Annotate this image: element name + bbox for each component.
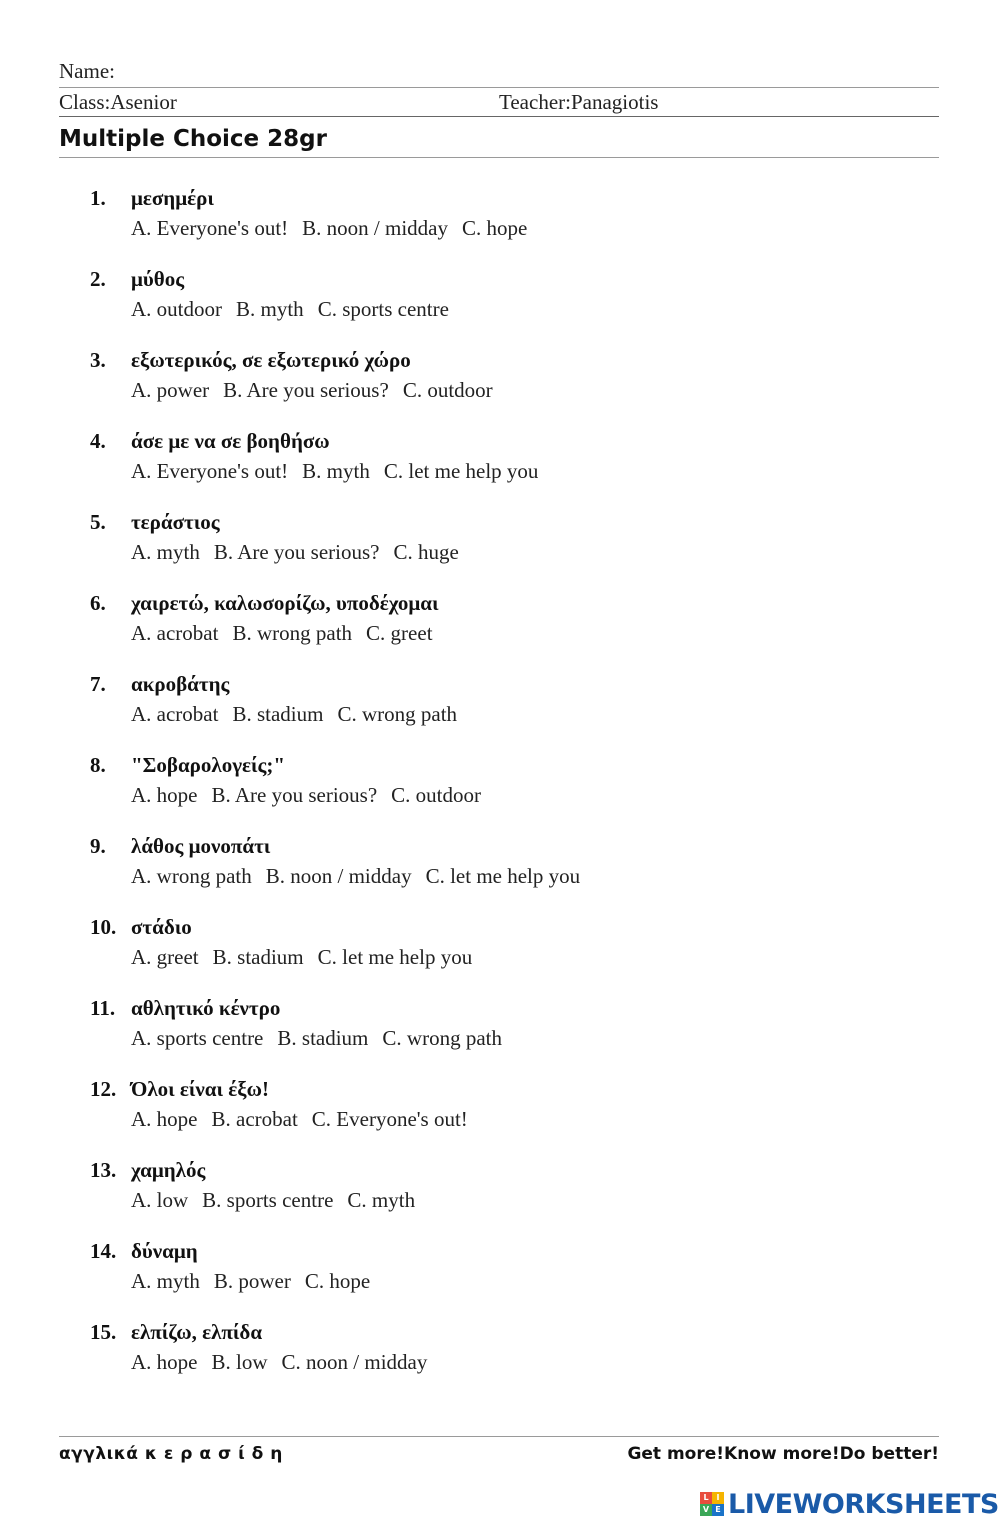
answer-options bbox=[131, 619, 447, 647]
answer-options bbox=[131, 376, 507, 404]
answer-option[interactable]: C. hope bbox=[462, 216, 528, 240]
question-item bbox=[0, 832, 1000, 913]
answer-option[interactable]: A. myth bbox=[131, 540, 200, 564]
question-prompt: μεσημέρι bbox=[131, 186, 214, 210]
question-item bbox=[0, 751, 1000, 832]
question-number: 2. bbox=[90, 267, 106, 291]
answer-option[interactable]: C. wrong path bbox=[382, 1026, 502, 1050]
answer-option[interactable]: A. myth bbox=[131, 1269, 200, 1293]
question-prompt: τεράστιος bbox=[131, 510, 220, 534]
question-prompt: δύναμη bbox=[131, 1239, 198, 1263]
question-item bbox=[0, 184, 1000, 265]
answer-option[interactable]: A. hope bbox=[131, 1107, 198, 1131]
question-prompt: εξωτερικός, σε εξωτερικό χώρο bbox=[131, 348, 411, 372]
answer-option[interactable]: B. Are you serious? bbox=[211, 783, 378, 807]
question-number: 9. bbox=[90, 834, 106, 858]
question-item bbox=[0, 994, 1000, 1075]
question-number: 14. bbox=[90, 1239, 117, 1263]
answer-option[interactable]: B. acrobat bbox=[211, 1107, 298, 1131]
footer-slogan: Get more!Know more!Do better! bbox=[627, 1444, 939, 1464]
answer-option[interactable]: C. noon / midday bbox=[281, 1350, 428, 1374]
answer-option[interactable]: B. myth bbox=[236, 297, 304, 321]
answer-option[interactable]: C. sports centre bbox=[317, 297, 449, 321]
logo-tile: V bbox=[700, 1504, 712, 1516]
answer-option[interactable]: A. hope bbox=[131, 783, 198, 807]
question-prompt: στάδιο bbox=[131, 915, 192, 939]
question-prompt: αθλητικό κέντρο bbox=[131, 996, 281, 1020]
answer-option[interactable]: B. stadium bbox=[232, 702, 324, 726]
answer-option[interactable]: B. myth bbox=[302, 459, 370, 483]
question-number: 13. bbox=[90, 1158, 117, 1182]
answer-option[interactable]: B. low bbox=[211, 1350, 268, 1374]
answer-option[interactable]: A. greet bbox=[131, 945, 199, 969]
answer-options bbox=[131, 214, 541, 242]
liveworksheets-logo-icon bbox=[700, 1492, 724, 1516]
answer-option[interactable]: B. power bbox=[213, 1269, 291, 1293]
question-number: 6. bbox=[90, 591, 106, 615]
logo-tile: E bbox=[712, 1504, 724, 1516]
answer-option[interactable]: B. wrong path bbox=[232, 621, 353, 645]
answer-option[interactable]: A. acrobat bbox=[131, 702, 219, 726]
answer-option[interactable]: C. let me help you bbox=[383, 459, 539, 483]
question-item bbox=[0, 1075, 1000, 1156]
question-item bbox=[0, 1156, 1000, 1237]
question-prompt: Όλοι είναι έξω! bbox=[131, 1077, 269, 1101]
question-number: 3. bbox=[90, 348, 106, 372]
class-label: Class:Asenior bbox=[59, 90, 177, 114]
question-number: 5. bbox=[90, 510, 106, 534]
question-number: 10. bbox=[90, 915, 117, 939]
name-field-row bbox=[59, 58, 939, 88]
footer bbox=[59, 1436, 939, 1471]
question-number: 4. bbox=[90, 429, 106, 453]
answer-option[interactable]: C. greet bbox=[366, 621, 433, 645]
question-item bbox=[0, 913, 1000, 994]
footer-author: αγγλικά κ ε ρ α σ ί δ η bbox=[59, 1444, 283, 1464]
question-number: 7. bbox=[90, 672, 106, 696]
answer-option[interactable]: A. Everyone's out! bbox=[131, 459, 289, 483]
answer-options bbox=[131, 538, 473, 566]
question-item bbox=[0, 427, 1000, 508]
question-list bbox=[0, 184, 1000, 1399]
answer-option[interactable]: A. low bbox=[131, 1188, 189, 1212]
answer-option[interactable]: B. noon / midday bbox=[302, 216, 449, 240]
question-item bbox=[0, 1318, 1000, 1399]
answer-option[interactable]: B. Are you serious? bbox=[223, 378, 389, 402]
answer-option[interactable]: A. outdoor bbox=[131, 297, 222, 321]
teacher-label: Teacher:Panagiotis bbox=[499, 90, 659, 114]
answer-options bbox=[131, 1186, 429, 1214]
question-prompt: "Σοβαρολογείς;" bbox=[131, 753, 286, 777]
question-number: 8. bbox=[90, 753, 106, 777]
answer-options bbox=[131, 943, 486, 971]
worksheet-title bbox=[59, 123, 939, 158]
answer-options bbox=[131, 457, 552, 485]
answer-option[interactable]: A. acrobat bbox=[131, 621, 219, 645]
answer-option[interactable]: C. outdoor bbox=[402, 378, 493, 402]
question-number: 15. bbox=[90, 1320, 117, 1344]
question-item bbox=[0, 265, 1000, 346]
answer-option[interactable]: C. hope bbox=[304, 1269, 371, 1293]
answer-options bbox=[131, 781, 495, 809]
answer-options bbox=[131, 1348, 441, 1376]
question-item bbox=[0, 1237, 1000, 1318]
answer-option[interactable]: B. noon / midday bbox=[265, 864, 412, 888]
question-number: 12. bbox=[90, 1077, 117, 1101]
answer-options bbox=[131, 1105, 482, 1133]
answer-options bbox=[131, 700, 471, 728]
answer-option[interactable]: B. Are you serious? bbox=[213, 540, 380, 564]
question-item bbox=[0, 589, 1000, 670]
question-prompt: χαμηλός bbox=[131, 1158, 206, 1182]
answer-options bbox=[131, 1267, 384, 1295]
answer-option[interactable]: C. Everyone's out! bbox=[311, 1107, 468, 1131]
answer-option[interactable]: C. let me help you bbox=[317, 945, 473, 969]
answer-option[interactable]: C. outdoor bbox=[391, 783, 481, 807]
class-teacher-row bbox=[59, 89, 939, 117]
question-number: 1. bbox=[90, 186, 106, 210]
answer-option[interactable]: C. huge bbox=[393, 540, 459, 564]
answer-option[interactable]: C. let me help you bbox=[425, 864, 581, 888]
answer-option[interactable]: C. wrong path bbox=[337, 702, 458, 726]
answer-options bbox=[131, 295, 463, 323]
question-item bbox=[0, 346, 1000, 427]
answer-option[interactable]: B. sports centre bbox=[202, 1188, 334, 1212]
answer-options bbox=[131, 862, 594, 890]
question-item bbox=[0, 670, 1000, 751]
answer-option[interactable]: A. power bbox=[131, 378, 210, 402]
question-number: 11. bbox=[90, 996, 116, 1020]
question-prompt: χαιρετώ, καλωσορίζω, υποδέχομαι bbox=[131, 591, 439, 615]
answer-option[interactable]: B. stadium bbox=[212, 945, 304, 969]
name-label: Name: bbox=[59, 59, 115, 83]
question-prompt: ακροβάτης bbox=[131, 672, 230, 696]
answer-option[interactable]: A. hope bbox=[131, 1350, 198, 1374]
question-prompt: ελπίζω, ελπίδα bbox=[131, 1320, 263, 1344]
liveworksheets-brand bbox=[700, 1487, 999, 1521]
logo-tile: I bbox=[712, 1492, 724, 1504]
answer-option[interactable]: B. stadium bbox=[277, 1026, 369, 1050]
answer-option[interactable]: A. sports centre bbox=[131, 1026, 264, 1050]
answer-options bbox=[131, 1024, 516, 1052]
logo-tile: L bbox=[700, 1492, 712, 1504]
answer-option[interactable]: A. wrong path bbox=[131, 864, 252, 888]
answer-option[interactable]: C. myth bbox=[347, 1188, 416, 1212]
page-title: Multiple Choice 28gr bbox=[59, 126, 327, 152]
question-item bbox=[0, 508, 1000, 589]
question-prompt: άσε με να σε βοηθήσω bbox=[131, 429, 330, 453]
answer-option[interactable]: A. Everyone's out! bbox=[131, 216, 289, 240]
question-prompt: μύθος bbox=[131, 267, 185, 291]
brand-name: LIVEWORKSHEETS bbox=[728, 1488, 999, 1520]
question-prompt: λάθος μονοπάτι bbox=[131, 834, 271, 858]
